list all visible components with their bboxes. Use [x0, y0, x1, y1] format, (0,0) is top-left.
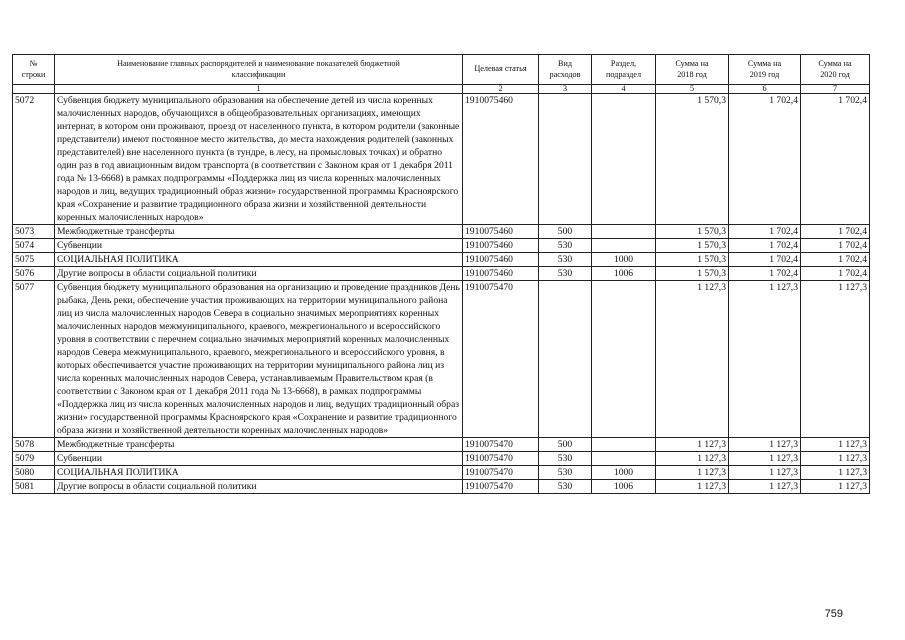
- row-expense-type: 530: [539, 480, 592, 494]
- header-row-number: № строки: [13, 55, 55, 85]
- row-sum-2019: 1 127,3: [729, 452, 801, 466]
- row-expense-type: 500: [539, 438, 592, 452]
- row-number: 5080: [13, 466, 55, 480]
- column-number: [13, 85, 55, 94]
- row-number: 5075: [13, 253, 55, 267]
- header-section: Раздел, подраздел: [592, 55, 656, 85]
- row-expense-type: 530: [539, 267, 592, 281]
- row-sum-2018: 1 570,3: [656, 239, 729, 253]
- row-sum-2019: 1 127,3: [729, 466, 801, 480]
- row-sum-2018: 1 570,3: [656, 225, 729, 239]
- row-sum-2018: 1 127,3: [656, 281, 729, 438]
- row-expense-type: 500: [539, 225, 592, 239]
- column-number: 2: [463, 85, 539, 94]
- row-target-code: 1910075470: [463, 281, 539, 438]
- header-sum-2020: Сумма на 2020 год: [801, 55, 870, 85]
- row-section: [592, 438, 656, 452]
- row-number: 5074: [13, 239, 55, 253]
- row-sum-2018: 1 127,3: [656, 452, 729, 466]
- row-target-code: 1910075460: [463, 267, 539, 281]
- row-sum-2019: 1 127,3: [729, 281, 801, 438]
- row-name: Субвенции: [55, 239, 463, 253]
- column-number-row: [13, 85, 870, 94]
- row-number: 5076: [13, 267, 55, 281]
- row-expense-type: 530: [539, 466, 592, 480]
- row-sum-2018: 1 127,3: [656, 466, 729, 480]
- row-target-code: 1910075460: [463, 225, 539, 239]
- row-sum-2020: 1 127,3: [801, 281, 870, 438]
- column-number: 3: [539, 85, 592, 94]
- row-name: Субвенции: [55, 452, 463, 466]
- row-expense-type: 530: [539, 452, 592, 466]
- row-name: Другие вопросы в области социальной политики: [55, 480, 463, 494]
- row-expense-type: 530: [539, 253, 592, 267]
- row-sum-2020: 1 702,4: [801, 239, 870, 253]
- row-section: [592, 94, 656, 225]
- row-sum-2020: 1 127,3: [801, 466, 870, 480]
- row-sum-2019: 1 702,4: [729, 239, 801, 253]
- row-section: 1006: [592, 480, 656, 494]
- column-number: 4: [592, 85, 656, 94]
- row-name: Субвенция бюджету муниципального образования на обеспечение детей из числа коренных малочисленных народов, обучающихся в общеобразовательных организациях, имеющих интернат, в котором они проживают, проезд от населенного пункта, в котором родители (законные представители) имеют постоянное место жительства, до места нахождения родителей (законных представителей) вне населенного пункта (в тундре, в лесу, на промысловых точках) и обратно один раз в год авиационным видом транспорта (в соответствии с Законом края от 1 декабря 2011 года № 13-6668) в рамках подпрограммы «Поддержка лиц из числа коренных малочисленных народов и лиц, ведущих традиционный образ жизни» государственной программы Красноярского края «Сохранение и развитие традиционного образа жизни и хозяйственной деятельности коренных малочисленных народов»: [55, 94, 463, 225]
- row-expense-type: [539, 94, 592, 225]
- row-sum-2020: 1 127,3: [801, 452, 870, 466]
- row-sum-2020: 1 127,3: [801, 438, 870, 452]
- table-row: [13, 267, 870, 281]
- row-section: 1000: [592, 253, 656, 267]
- row-sum-2019: 1 127,3: [729, 438, 801, 452]
- table-row: [13, 438, 870, 452]
- row-sum-2020: 1 702,4: [801, 94, 870, 225]
- row-target-code: 1910075470: [463, 466, 539, 480]
- row-target-code: 1910075460: [463, 239, 539, 253]
- row-section: 1000: [592, 466, 656, 480]
- row-sum-2019: 1 702,4: [729, 267, 801, 281]
- row-sum-2019: 1 702,4: [729, 225, 801, 239]
- row-sum-2018: 1 127,3: [656, 438, 729, 452]
- column-number: 7: [801, 85, 870, 94]
- row-name: СОЦИАЛЬНАЯ ПОЛИТИКА: [55, 253, 463, 267]
- row-sum-2020: 1 702,4: [801, 267, 870, 281]
- row-name: Субвенция бюджету муниципального образования на организацию и проведение праздников День рыбака, День реки, обеспечение участия проживающих на территории муниципального района лиц из числа малочисленных народов Севера в социально значимых мероприятиях коренных малочисленных народов межмуниципального, краевого, межрегионального и всероссийского уровня в соответствии с перечнем социально значимых мероприятий коренных малочисленных народов Севера межмуниципального, краевого, межрегионального и всероссийского уровня, в которых обеспечивается участие проживающих на территории муниципального района лиц из числа коренных малочисленных народов Севера, устанавливаемым Правительством края (в соответствии с Законом края от 1 декабря 2011 года № 13-6668), в рамках подпрограммы «Поддержка лиц из числа коренных малочисленных народов и лиц, ведущих традиционный образ жизни» государственной программы Красноярского края «Сохранение и развитие традиционного образа жизни и хозяйственной деятельности коренных малочисленных народов»: [55, 281, 463, 438]
- row-name: Другие вопросы в области социальной политики: [55, 267, 463, 281]
- column-number: 6: [729, 85, 801, 94]
- row-target-code: 1910075460: [463, 253, 539, 267]
- row-sum-2018: 1 570,3: [656, 267, 729, 281]
- column-number: 1: [55, 85, 463, 94]
- row-sum-2020: 1 127,3: [801, 480, 870, 494]
- row-name: Межбюджетные трансферты: [55, 438, 463, 452]
- row-sum-2018: 1 570,3: [656, 253, 729, 267]
- row-target-code: 1910075470: [463, 480, 539, 494]
- row-number: 5072: [13, 94, 55, 225]
- header-name: Наименование главных распорядителей и наименование показателей бюджетной классификации: [55, 55, 463, 85]
- header-target-article: Целевая статья: [463, 55, 539, 85]
- row-expense-type: 530: [539, 239, 592, 253]
- row-sum-2019: 1 702,4: [729, 253, 801, 267]
- row-name: Межбюджетные трансферты: [55, 225, 463, 239]
- row-name: СОЦИАЛЬНАЯ ПОЛИТИКА: [55, 466, 463, 480]
- row-section: [592, 225, 656, 239]
- row-target-code: 1910075470: [463, 452, 539, 466]
- row-target-code: 1910075470: [463, 438, 539, 452]
- header-row: [13, 55, 870, 85]
- header-sum-2018: Сумма на 2018 год: [656, 55, 729, 85]
- row-sum-2020: 1 702,4: [801, 253, 870, 267]
- row-section: [592, 281, 656, 438]
- row-section: [592, 452, 656, 466]
- header-sum-2019: Сумма на 2019 год: [729, 55, 801, 85]
- page-number: 759: [824, 608, 843, 620]
- table-row: [13, 253, 870, 267]
- table-row: [13, 480, 870, 494]
- table-row: [13, 225, 870, 239]
- row-number: 5081: [13, 480, 55, 494]
- row-sum-2020: 1 702,4: [801, 225, 870, 239]
- row-expense-type: [539, 281, 592, 438]
- budget-table: [12, 54, 870, 494]
- table-row: [13, 281, 870, 438]
- table-body: [13, 94, 870, 494]
- table-row: [13, 466, 870, 480]
- table-header: [13, 55, 870, 94]
- table-row: [13, 239, 870, 253]
- row-number: 5078: [13, 438, 55, 452]
- row-target-code: 1910075460: [463, 94, 539, 225]
- header-expense-type: Вид расходов: [539, 55, 592, 85]
- row-number: 5079: [13, 452, 55, 466]
- table-row: [13, 452, 870, 466]
- row-sum-2019: 1 127,3: [729, 480, 801, 494]
- column-number: 5: [656, 85, 729, 94]
- table-row: [13, 94, 870, 225]
- row-number: 5077: [13, 281, 55, 438]
- row-section: 1006: [592, 267, 656, 281]
- row-sum-2019: 1 702,4: [729, 94, 801, 225]
- row-number: 5073: [13, 225, 55, 239]
- row-sum-2018: 1 127,3: [656, 480, 729, 494]
- row-section: [592, 239, 656, 253]
- row-sum-2018: 1 570,3: [656, 94, 729, 225]
